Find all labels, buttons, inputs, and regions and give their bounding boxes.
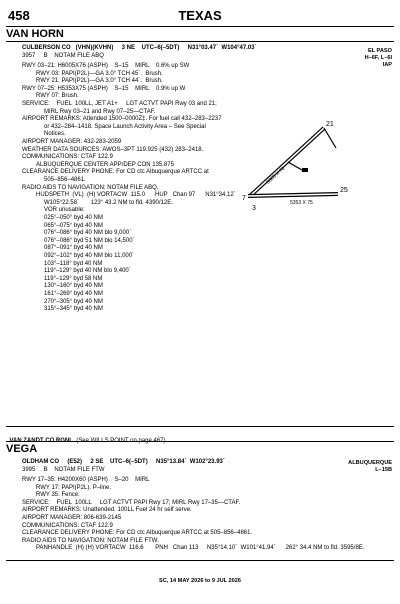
- detail-line: AIRPORT MANAGER: 432-283-2059: [22, 139, 122, 145]
- rwy-25-label: 25: [340, 187, 348, 194]
- taxiway: [324, 128, 336, 148]
- detail-line: 076°–086° byd 51 NM blo 14,500´: [44, 237, 135, 244]
- city-title-van-horn: VAN HORN: [6, 28, 64, 40]
- detail-line: RWY 35: Fence.: [36, 492, 80, 499]
- chart-tag: ALBUQUERQUE: [348, 460, 392, 466]
- detail-line: SERVICE: FUEL 100LL, JET A1+ LGT ACTVT PAPI Rwy 03 and 21;: [22, 101, 217, 107]
- chart-tag: H–6F, L–6I: [364, 55, 392, 61]
- detail-line: PANHANDLE (H) (H) VORTACW 116.6 PNH Chan 113 N35°14.10´ W101°41.94´ 262° 34.4 NM to fld. 3595/8E.: [36, 545, 365, 552]
- detail-line: AIRPORT MANAGER: 806-639-2145: [22, 515, 122, 521]
- header-rule: [6, 26, 394, 27]
- page-number: 458: [8, 8, 30, 23]
- detail-line: 076°–086° byd 40 NM blo 9,000´: [44, 230, 132, 237]
- detail-line: RADIO AIDS TO NAVIGATION: NOTAM FILE ABQ.: [22, 184, 159, 191]
- rwy-7-label: 7: [242, 195, 246, 202]
- detail-line: HUDSPETH (VL) (H) VORTACW 115.0 HUP Chan 97 N31°34.12´: [36, 192, 236, 199]
- airport-elevation-line: 3957 B NOTAM FILE ABQ: [22, 53, 104, 59]
- detail-line: 087°–091° byd 40 NM: [44, 245, 103, 252]
- detail-line: COMMUNICATIONS: CTAF 122.9: [22, 154, 113, 161]
- detail-line: 025°–050° byd 40 NM: [44, 215, 103, 221]
- detail-line: RWY 07: Brush.: [36, 93, 79, 100]
- detail-line: 315°–345° byd 40 NM: [44, 306, 103, 313]
- airport-elevation-line: 3995 B NOTAM FILE FTW: [22, 467, 105, 473]
- detail-line: Notices.: [44, 131, 66, 138]
- vega-bottom-rule: [6, 560, 394, 561]
- airport-line-oldham[interactable]: OLDHAM CO (E52) 2 SE UTC–6(–5DT) N35°13.84´ W102°23.93´: [22, 459, 225, 465]
- chart-tag: IAP: [382, 62, 392, 68]
- chart-tag: L–15B: [375, 467, 392, 473]
- detail-line: 130°–160° byd 40 NM: [44, 283, 103, 290]
- vega-rule: [6, 441, 394, 442]
- detail-line: AIRPORT REMARKS: Unattended. 100LL Fuel 24 hr self serve.: [22, 507, 192, 514]
- detail-line: RWY 17–35: H4200X60 (ASPH) S–20 MIRL: [22, 477, 150, 483]
- van-zandt-name: VAN ZANDT CO RGNL: [9, 437, 73, 444]
- detail-line: W105°22.58´ 123° 43.2 NM to fld. 4390/12E.: [44, 199, 173, 206]
- detail-line: or 432–284–1418. Space Launch Activity Area – See Special: [44, 123, 206, 130]
- rwy-07-25-dimensions: 5353 X 75: [290, 200, 313, 206]
- rwy-21-label: 21: [326, 121, 334, 128]
- detail-line: COMMUNICATIONS: CTAF 122.9: [22, 522, 113, 529]
- apron: [302, 168, 308, 172]
- taxiway: [288, 162, 302, 170]
- detail-line: AIRPORT REMARKS: Attended 1500–0000Z‡. For fuel call 432–283–2237: [22, 116, 222, 123]
- detail-line: 161°–269° byd 40 NM: [44, 291, 103, 297]
- chart-tag: EL PASO: [367, 48, 392, 54]
- detail-line: VOR unusable:: [44, 207, 85, 214]
- city-title-vega: VEGA: [6, 443, 38, 455]
- detail-line: RWY 21: PAPI(P2L)—GA 3.0° TCH 44´. Brush.: [36, 78, 163, 85]
- detail-line: 119°–129° byd 40 NM blo 9,400´: [44, 268, 131, 275]
- van-zandt-top-rule: [6, 426, 394, 427]
- detail-line: MIRL Rwy 03–21 and Rwy 07–25—CTAF.: [44, 108, 156, 115]
- runway-07-25: [248, 194, 338, 196]
- detail-line: RWY 03–21: H6005X76 (ASPH) S–15 MIRL 0.6% up SW: [22, 63, 190, 69]
- detail-line: RWY 17: PAPI(P2L). P–line.: [36, 484, 112, 491]
- detail-line: CLEARANCE DELIVERY PHONE: For CD ctc Albuquerque ARTCC at 505–856–4861.: [22, 530, 253, 537]
- detail-line: 065°–075° byd 40 NM: [44, 222, 103, 229]
- detail-line: 270°–305° byd 40 NM: [44, 298, 103, 305]
- detail-line: RWY 07–25: H5353X75 (ASPH) S–15 MIRL 0.9% up W: [22, 85, 186, 92]
- detail-line: 505–856–4861.: [44, 177, 86, 183]
- detail-line: 103°–118° byd 40 NM: [44, 260, 103, 267]
- detail-line: 092°–102° byd 40 NM blo 11,000´: [44, 253, 135, 259]
- rwy-3-label: 3: [252, 205, 256, 212]
- detail-line: RADIO AIDS TO NAVIGATION: NOTAM FILE FTW.: [22, 537, 159, 544]
- van-horn-rule: [6, 41, 394, 42]
- detail-line: RWY 03: PAPI(P2L)—GA 3.0° TCH 45´. Brush.: [36, 70, 163, 77]
- van-zandt-see-also: (See WILLS POINT on page 467): [72, 437, 166, 444]
- detail-line: 119°–129° byd 58 NM: [44, 275, 103, 282]
- vega-chart-tags: [348, 460, 392, 474]
- detail-line: CLEARANCE DELIVERY PHONE: For CD ctc Albuquerque ARTCC at: [22, 169, 209, 176]
- runway-03-21: [250, 128, 324, 196]
- airport-line-culberson[interactable]: CULBERSON CO (VHN)(KVHN) 3 NE UTC–6(–5DT) N31°03.47´ W104°47.03´: [22, 45, 257, 51]
- detail-line: ALBUQUERQUE CENTER APP/DEP CON 135.875: [36, 161, 174, 168]
- van-horn-chart-tags: [365, 48, 392, 69]
- effective-dates-footer: SC, 14 MAY 2026 to 9 JUL 2026: [159, 578, 241, 584]
- detail-line: WEATHER DATA SOURCES: AWOS–3PT 119.925 (432) 283–2418.: [22, 146, 204, 153]
- airport-diagram-culberson: [228, 118, 350, 220]
- rwy-03-21-dimensions: 6005 X 76: [265, 165, 287, 186]
- state-title: TEXAS: [178, 8, 222, 23]
- detail-line: SERVICE: FUEL 100LL LGT ACTVT PAPI Rwy 17; MIRL Rwy 17–35—CTAF.: [22, 499, 241, 506]
